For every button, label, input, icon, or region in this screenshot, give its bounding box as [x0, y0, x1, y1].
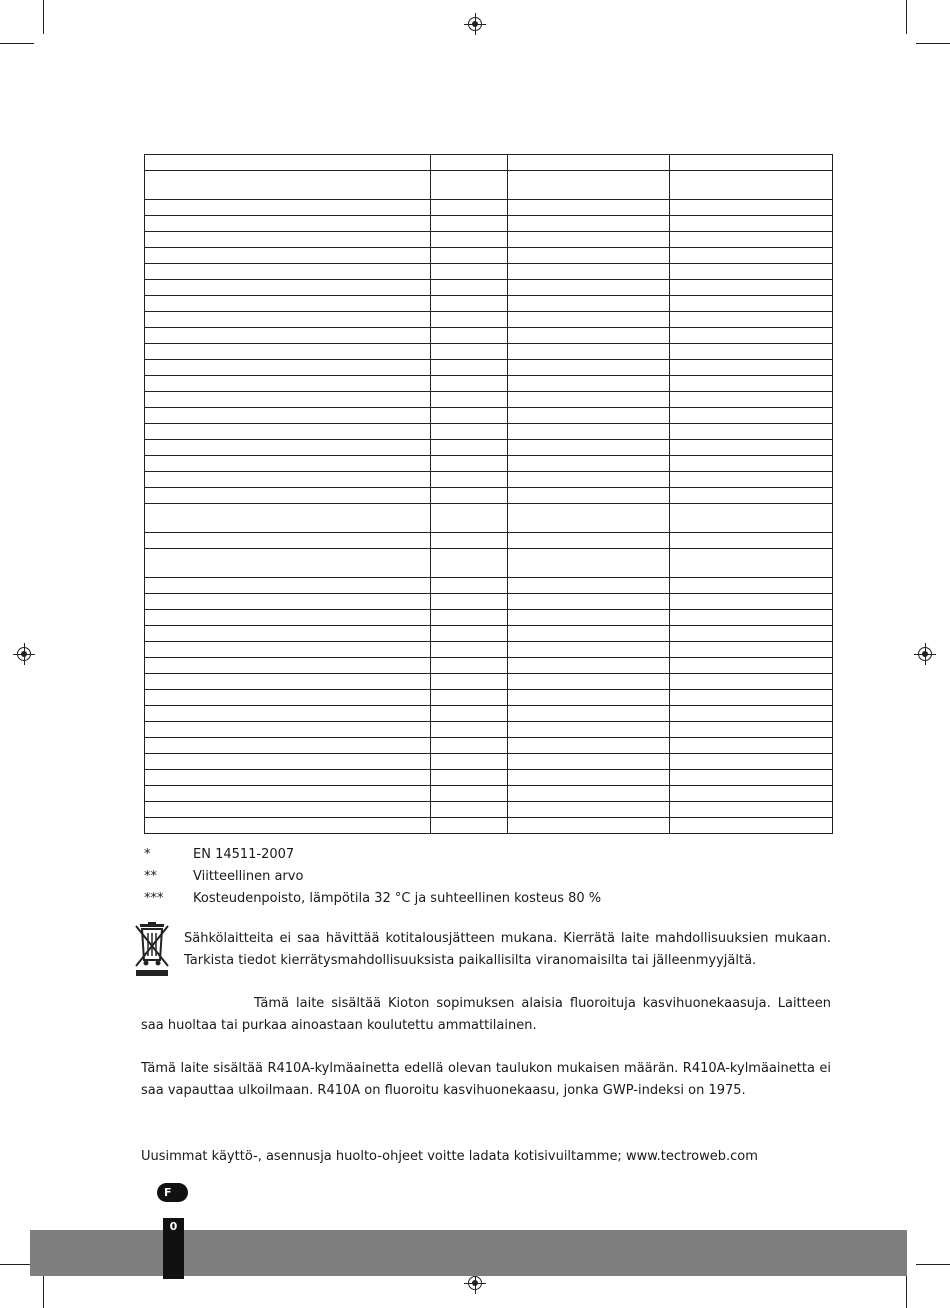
table-cell	[145, 264, 431, 280]
table-cell	[145, 440, 431, 456]
table-row	[145, 328, 833, 344]
table-row	[145, 610, 833, 626]
table-cell	[508, 232, 670, 248]
footnote-text: Kosteudenpoisto, lämpötila 32 °C ja suhteellinen kosteus 80 %	[193, 890, 602, 906]
table-cell	[670, 296, 833, 312]
table-cell	[670, 594, 833, 610]
table-cell	[431, 658, 508, 674]
table-cell	[670, 738, 833, 754]
table-row	[145, 280, 833, 296]
table-row	[145, 344, 833, 360]
table-cell	[431, 610, 508, 626]
table-cell	[431, 642, 508, 658]
table-cell	[508, 706, 670, 722]
table-cell	[145, 504, 431, 533]
table-row	[145, 690, 833, 706]
table-cell	[431, 706, 508, 722]
table-row	[145, 488, 833, 504]
crop-mark	[916, 43, 950, 44]
table-cell	[431, 408, 508, 424]
table-cell	[145, 754, 431, 770]
specification-table	[144, 154, 833, 834]
table-cell	[145, 578, 431, 594]
table-cell	[431, 533, 508, 549]
table-cell	[670, 706, 833, 722]
table-cell	[431, 216, 508, 232]
table-cell	[508, 424, 670, 440]
table-cell	[145, 328, 431, 344]
table-cell	[670, 578, 833, 594]
table-cell	[670, 802, 833, 818]
table-cell	[508, 488, 670, 504]
table-cell	[670, 770, 833, 786]
table-cell	[508, 392, 670, 408]
crop-mark	[43, 0, 44, 34]
table-cell	[508, 533, 670, 549]
table-cell	[508, 674, 670, 690]
table-row	[145, 360, 833, 376]
table-cell	[670, 155, 833, 171]
table-cell	[508, 690, 670, 706]
table-cell	[431, 674, 508, 690]
table-cell	[670, 360, 833, 376]
table-cell	[508, 578, 670, 594]
table-cell	[431, 488, 508, 504]
footer-bar	[30, 1230, 907, 1276]
table-row	[145, 472, 833, 488]
table-cell	[670, 440, 833, 456]
registration-mark-icon	[468, 17, 482, 31]
table-cell	[508, 408, 670, 424]
table-cell	[670, 171, 833, 200]
language-badge: F	[157, 1183, 188, 1202]
footnote	[144, 843, 601, 865]
table-row	[145, 155, 833, 171]
table-cell	[508, 818, 670, 834]
table-cell	[145, 658, 431, 674]
table-cell	[508, 264, 670, 280]
table-cell	[508, 754, 670, 770]
table-cell	[508, 171, 670, 200]
table-row	[145, 456, 833, 472]
table-row	[145, 216, 833, 232]
table-cell	[508, 200, 670, 216]
table-cell	[508, 328, 670, 344]
table-row	[145, 706, 833, 722]
table-row	[145, 171, 833, 200]
table-cell	[431, 578, 508, 594]
table-row	[145, 642, 833, 658]
table-cell	[670, 818, 833, 834]
registration-mark-icon	[918, 647, 932, 661]
table-cell	[508, 802, 670, 818]
table-cell	[670, 264, 833, 280]
table-cell	[431, 549, 508, 578]
table-cell	[670, 472, 833, 488]
table-cell	[670, 488, 833, 504]
table-cell	[431, 818, 508, 834]
footnote-text: Viitteellinen arvo	[193, 868, 304, 884]
table-cell	[145, 296, 431, 312]
table-cell	[508, 440, 670, 456]
table-cell	[431, 360, 508, 376]
table-cell	[145, 360, 431, 376]
table-row	[145, 802, 833, 818]
table-cell	[670, 248, 833, 264]
table-cell	[670, 200, 833, 216]
table-cell	[145, 155, 431, 171]
table-cell	[431, 232, 508, 248]
table-cell	[145, 216, 431, 232]
table-row	[145, 722, 833, 738]
table-cell	[508, 786, 670, 802]
refrigerant-notice: Tämä laite sisältää R410A-kylmäainetta edellä olevan taulukon mukaisen määrän. R410A-kylmäainetta ei saa vapauttaa ulkoilmaan. R410A on fluoroitu kasvihuonekaasu, jonka GWP-indeksi on 1975.	[141, 1061, 831, 1098]
table-cell	[670, 658, 833, 674]
table-row	[145, 264, 833, 280]
table-cell	[508, 738, 670, 754]
table-cell	[508, 658, 670, 674]
footnote	[144, 865, 601, 887]
table-cell	[145, 424, 431, 440]
table-cell	[145, 472, 431, 488]
table-cell	[670, 312, 833, 328]
table-cell	[508, 456, 670, 472]
table-cell	[508, 594, 670, 610]
table-cell	[145, 344, 431, 360]
table-cell	[508, 626, 670, 642]
table-cell	[145, 818, 431, 834]
table-cell	[670, 674, 833, 690]
table-cell	[145, 549, 431, 578]
table-cell	[145, 280, 431, 296]
table-row	[145, 626, 833, 642]
table-cell	[145, 171, 431, 200]
table-cell	[670, 424, 833, 440]
table-cell	[508, 344, 670, 360]
table-cell	[508, 155, 670, 171]
table-cell	[431, 456, 508, 472]
table-cell	[670, 786, 833, 802]
table-row	[145, 658, 833, 674]
table-cell	[431, 248, 508, 264]
table-cell	[431, 754, 508, 770]
manual-download-notice: Uusimmat käyttö-, asennusja huolto-ohjeet voitte ladata kotisivuiltamme; www.tectroweb.com	[141, 1149, 758, 1164]
table-cell	[145, 690, 431, 706]
registration-mark-icon	[468, 1276, 482, 1290]
table-row	[145, 440, 833, 456]
table-cell	[145, 376, 431, 392]
table-cell	[145, 706, 431, 722]
table-cell	[145, 786, 431, 802]
table-cell	[431, 424, 508, 440]
table-row	[145, 408, 833, 424]
table-row	[145, 754, 833, 770]
table-cell	[431, 738, 508, 754]
table-cell	[145, 200, 431, 216]
table-cell	[670, 626, 833, 642]
table-cell	[670, 690, 833, 706]
table-cell	[145, 626, 431, 642]
table-cell	[508, 360, 670, 376]
table-row	[145, 376, 833, 392]
table-cell	[145, 533, 431, 549]
table-cell	[670, 610, 833, 626]
table-cell	[145, 408, 431, 424]
table-cell	[431, 802, 508, 818]
crop-mark	[906, 0, 907, 34]
table-cell	[431, 155, 508, 171]
crossed-out-wheelie-bin-icon	[134, 922, 170, 978]
table-row	[145, 392, 833, 408]
table-cell	[670, 344, 833, 360]
table-cell	[508, 280, 670, 296]
table-cell	[431, 690, 508, 706]
table-cell	[145, 770, 431, 786]
table-cell	[670, 504, 833, 533]
table-cell	[431, 280, 508, 296]
table-cell	[670, 456, 833, 472]
table-cell	[670, 533, 833, 549]
crop-mark	[0, 43, 34, 44]
table-cell	[670, 232, 833, 248]
table-cell	[145, 642, 431, 658]
table-cell	[431, 200, 508, 216]
table-row	[145, 312, 833, 328]
table-cell	[508, 722, 670, 738]
table-cell	[508, 296, 670, 312]
table-row	[145, 424, 833, 440]
table-cell	[431, 472, 508, 488]
table-cell	[670, 280, 833, 296]
table-row	[145, 504, 833, 533]
table-cell	[670, 328, 833, 344]
footnote-text: EN 14511-2007	[193, 846, 295, 862]
table-cell	[431, 392, 508, 408]
table-cell	[431, 594, 508, 610]
table-cell	[508, 312, 670, 328]
table-cell	[670, 722, 833, 738]
table-cell	[145, 312, 431, 328]
table-cell	[145, 594, 431, 610]
table-cell	[508, 549, 670, 578]
table-row	[145, 200, 833, 216]
table-cell	[145, 456, 431, 472]
table-cell	[508, 216, 670, 232]
table-cell	[145, 488, 431, 504]
table-row	[145, 818, 833, 834]
registration-mark-icon	[17, 647, 31, 661]
table-cell	[508, 248, 670, 264]
table-cell	[670, 392, 833, 408]
table-cell	[431, 722, 508, 738]
table-cell	[508, 642, 670, 658]
table-cell	[145, 722, 431, 738]
crop-mark	[906, 1274, 907, 1308]
crop-mark	[0, 1264, 34, 1265]
table-cell	[670, 216, 833, 232]
table-cell	[508, 376, 670, 392]
table-cell	[431, 344, 508, 360]
table-row	[145, 738, 833, 754]
table-cell	[670, 642, 833, 658]
table-cell	[431, 770, 508, 786]
table-cell	[508, 504, 670, 533]
table-cell	[145, 392, 431, 408]
table-cell	[145, 248, 431, 264]
table-cell	[145, 738, 431, 754]
table-row	[145, 674, 833, 690]
page-number: 0	[163, 1218, 184, 1279]
table-row	[145, 533, 833, 549]
disposal-notice: Sähkölaitteita ei saa hävittää kotitalousjätteen mukana. Kierrätä laite mahdollisuuksien mukaan. Tarkista tiedot kierrätysmahdollisuuksista paikallisilta viranomaisilta tai jälleenmyyjältä.	[184, 931, 831, 968]
table-cell	[508, 770, 670, 786]
footnote-mark: *	[144, 846, 151, 862]
table-cell	[431, 626, 508, 642]
table-cell	[508, 472, 670, 488]
table-cell	[670, 376, 833, 392]
table-row	[145, 248, 833, 264]
table-row	[145, 770, 833, 786]
table-cell	[431, 786, 508, 802]
footnote	[144, 887, 601, 909]
table-row	[145, 549, 833, 578]
table-cell	[508, 610, 670, 626]
table-row	[145, 232, 833, 248]
table-cell	[145, 802, 431, 818]
crop-mark	[916, 1264, 950, 1265]
table-cell	[431, 296, 508, 312]
table-cell	[431, 264, 508, 280]
table-row	[145, 786, 833, 802]
table-cell	[670, 549, 833, 578]
table-cell	[145, 232, 431, 248]
table-cell	[431, 504, 508, 533]
table-cell	[145, 674, 431, 690]
footnotes	[144, 843, 601, 909]
footnote-mark: **	[144, 868, 157, 884]
table-cell	[431, 328, 508, 344]
table-cell	[431, 171, 508, 200]
crop-mark	[43, 1274, 44, 1308]
table-row	[145, 594, 833, 610]
table-row	[145, 578, 833, 594]
table-cell	[431, 440, 508, 456]
table-cell	[431, 312, 508, 328]
table-cell	[431, 376, 508, 392]
table-cell	[145, 610, 431, 626]
table-cell	[670, 408, 833, 424]
footnote-mark: ***	[144, 890, 164, 906]
table-cell	[670, 754, 833, 770]
fgas-notice: Tämä laite sisältää Kioton sopimuksen alaisia fluoroituja kasvihuonekaasuja. Laitteen saa huoltaa tai purkaa ainoastaan koulutettu ammattilainen.	[141, 996, 831, 1033]
table-row	[145, 296, 833, 312]
